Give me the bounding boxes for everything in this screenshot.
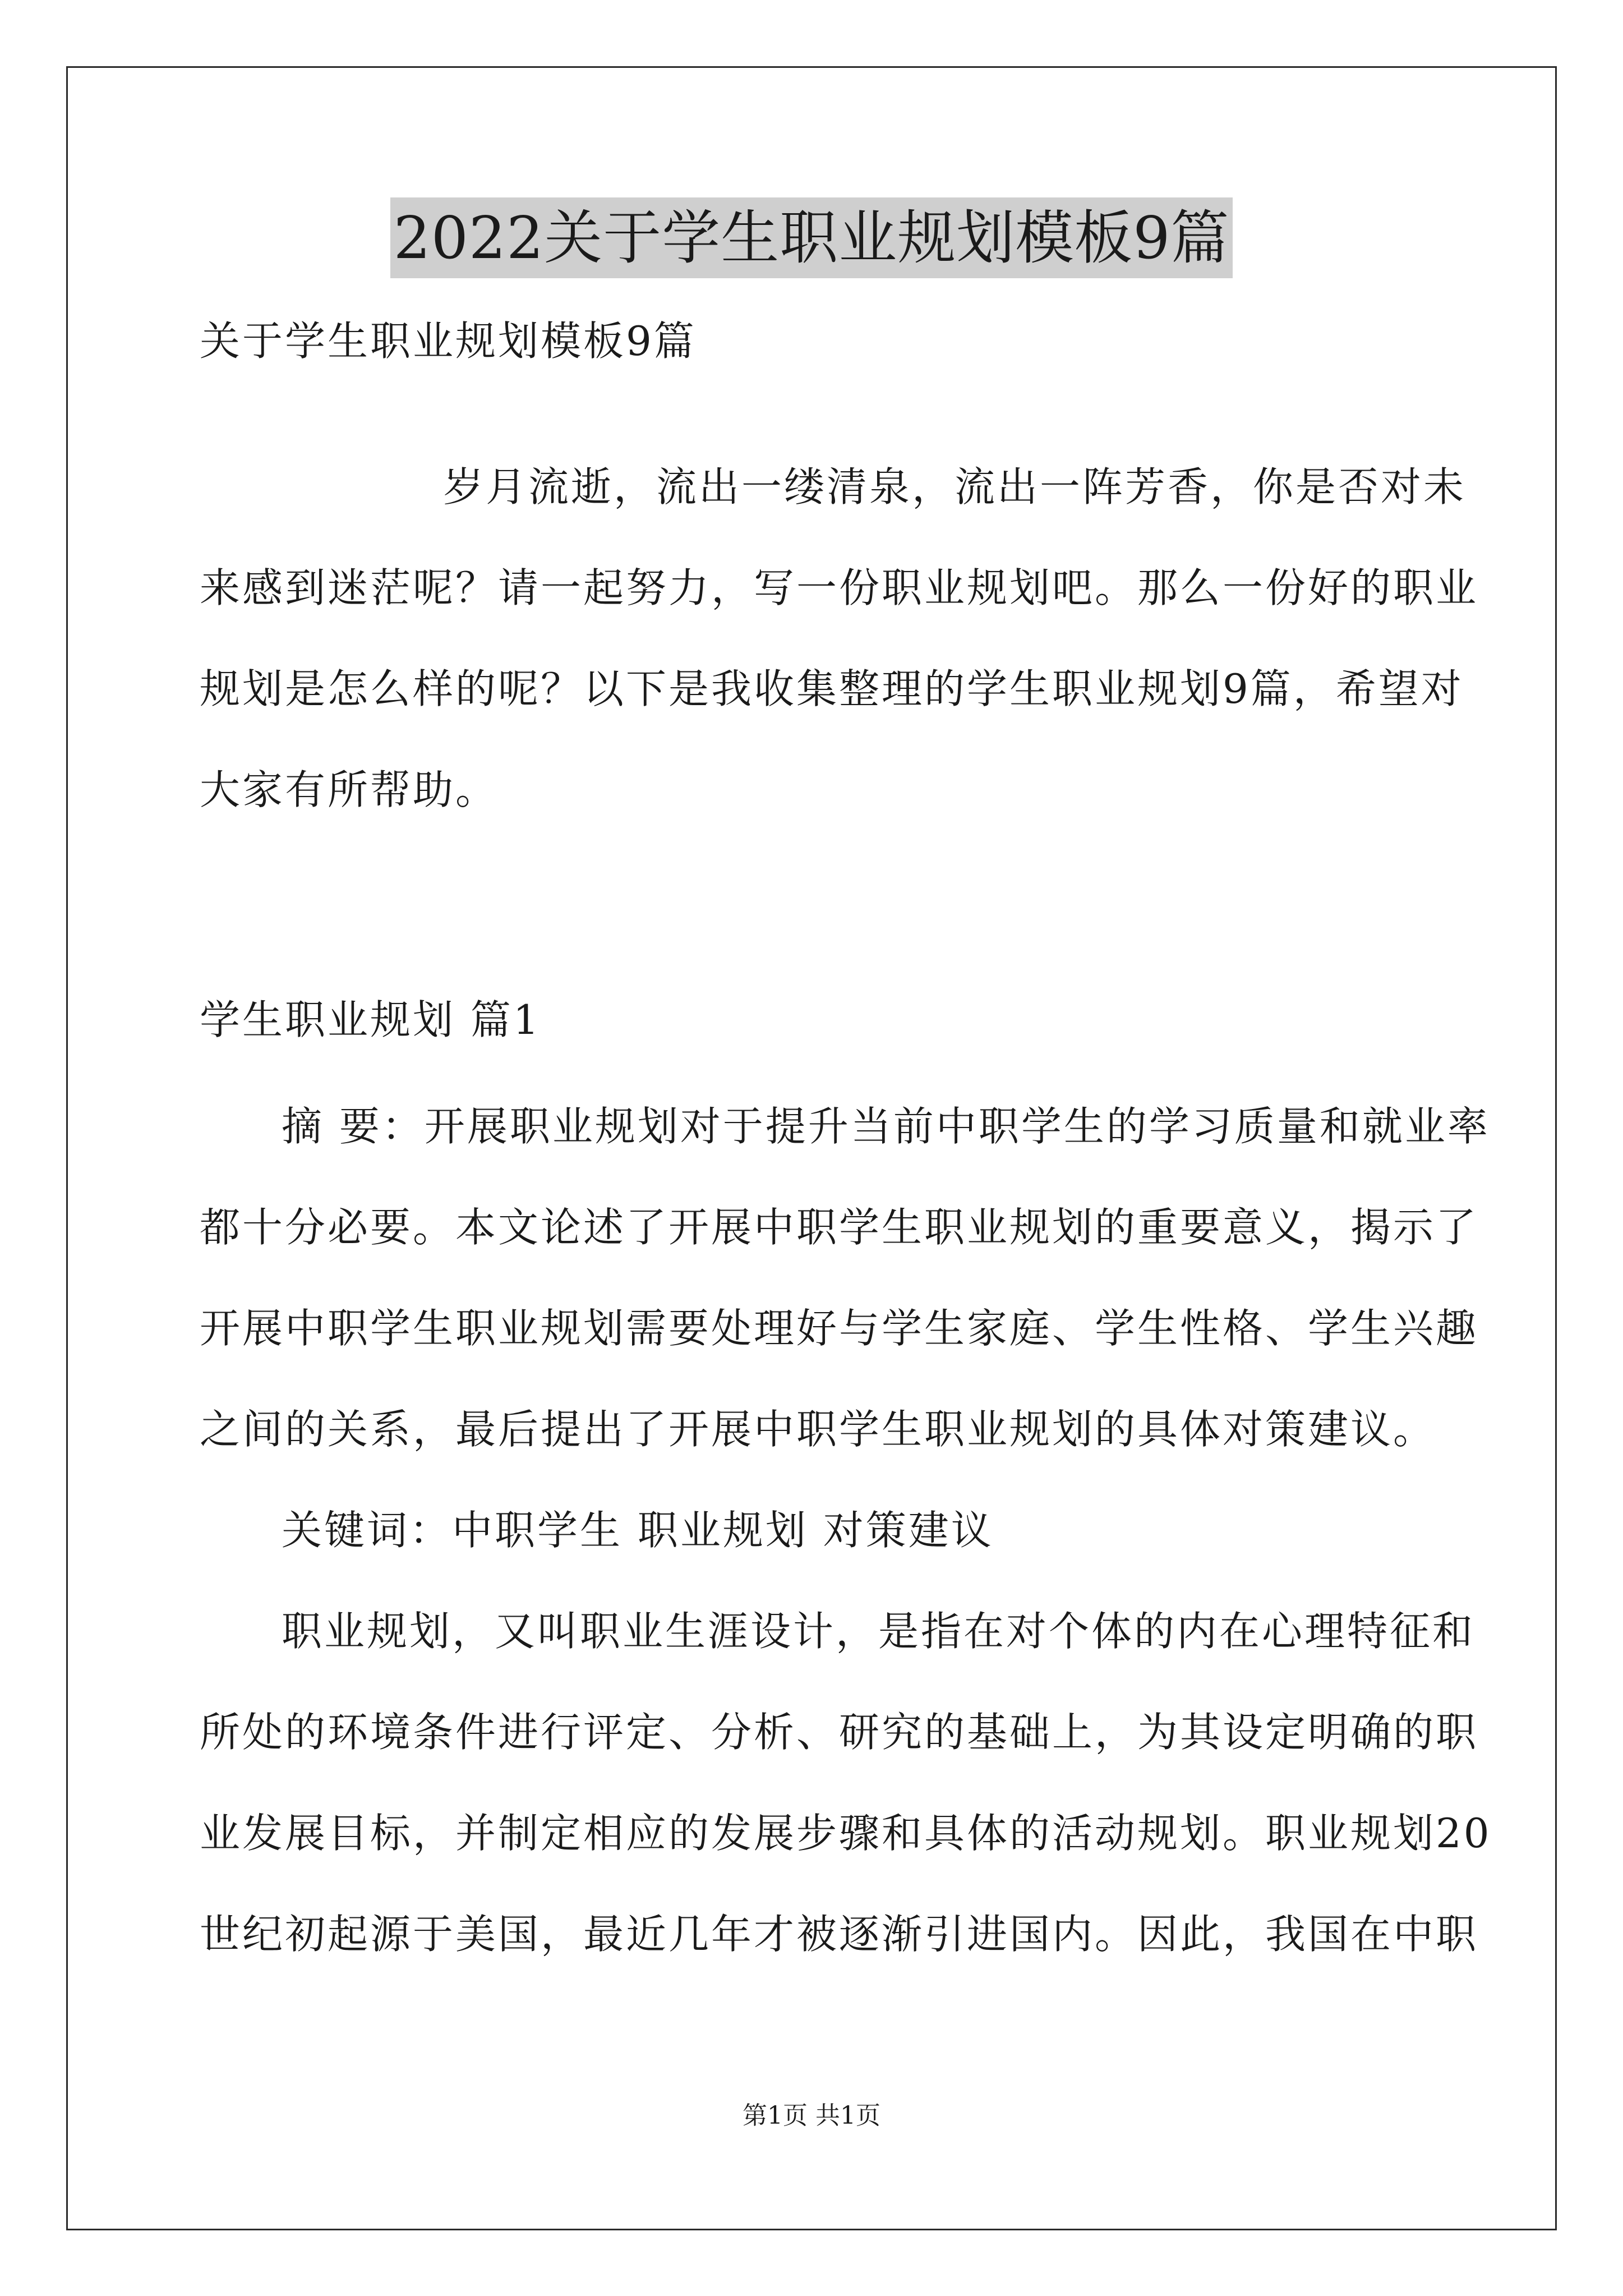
keywords-line: 关键词：中职学生 职业规划 对策建议 xyxy=(282,1507,994,1554)
document-subtitle: 关于学生职业规划模板9篇 xyxy=(200,318,697,365)
intro-line: 来感到迷茫呢？请一起努力，写一份职业规划吧。那么一份好的职业 xyxy=(200,564,1479,611)
intro-line: 大家有所帮助。 xyxy=(200,766,499,813)
body-line: 世纪初起源于美国，最近几年才被逐渐引进国内。因此，我国在中职 xyxy=(200,1911,1479,1958)
title-block xyxy=(0,197,1623,278)
page-number: 第1页 共1页 xyxy=(743,2101,880,2130)
abstract-line: 摘 要：开展职业规划对于提升当前中职学生的学习质量和就业率 xyxy=(282,1103,1490,1150)
intro-line: 规划是怎么样的呢？以下是我收集整理的学生职业规划9篇，希望对 xyxy=(200,665,1464,712)
body-line: 职业规划，又叫职业生涯设计，是指在对个体的内在心理特征和 xyxy=(282,1608,1476,1655)
section-heading: 学生职业规划 篇1 xyxy=(200,996,541,1043)
body-line: 所处的环境条件进行评定、分析、研究的基础上，为其设定明确的职 xyxy=(200,1709,1479,1756)
document-title: 2022关于学生职业规划模板9篇 xyxy=(390,197,1233,278)
abstract-line: 之间的关系，最后提出了开展中职学生职业规划的具体对策建议。 xyxy=(200,1406,1436,1453)
abstract-line: 开展中职学生职业规划需要处理好与学生家庭、学生性格、学生兴趣 xyxy=(200,1305,1479,1352)
body-line: 业发展目标，并制定相应的发展步骤和具体的活动规划。职业规划20 xyxy=(200,1810,1492,1857)
abstract-line: 都十分必要。本文论述了开展中职学生职业规划的重要意义，揭示了 xyxy=(200,1204,1479,1251)
intro-line: 岁月流逝，流出一缕清泉，流出一阵芳香，你是否对未 xyxy=(443,463,1467,510)
